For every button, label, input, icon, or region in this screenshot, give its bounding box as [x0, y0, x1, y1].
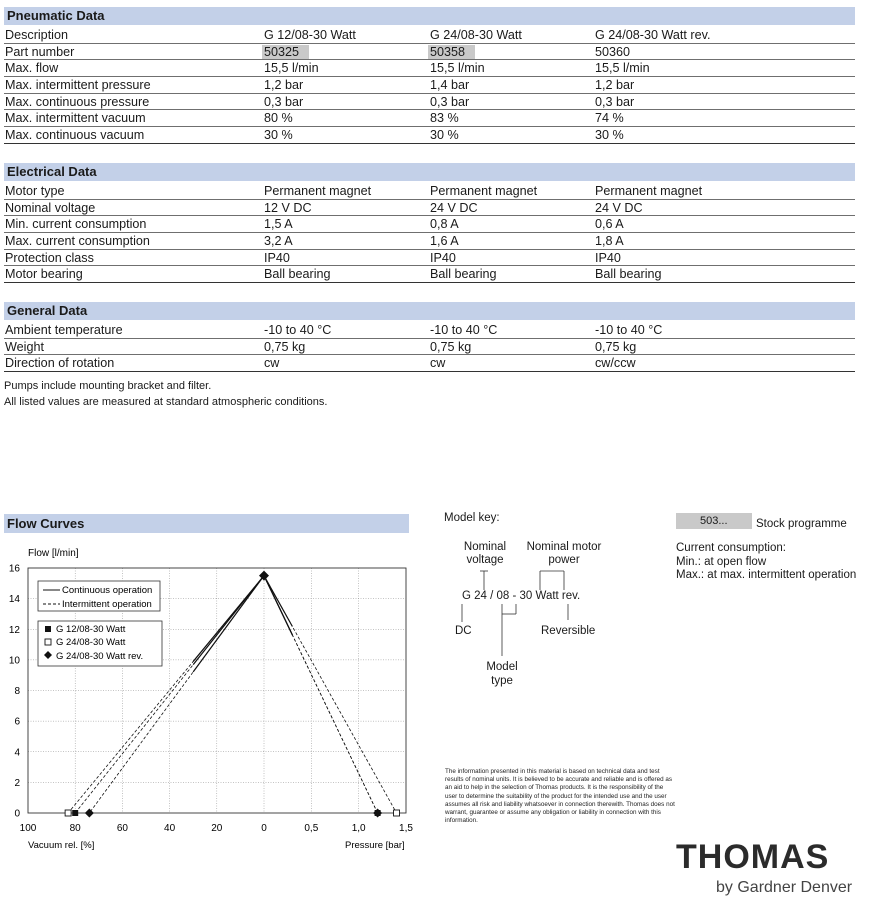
legend-intermittent-label: Intermittent operation	[62, 599, 152, 610]
row-value: Permanent magnet	[595, 184, 703, 198]
row-value: 1,2 bar	[595, 78, 635, 93]
row-value: Permanent magnet	[430, 184, 538, 198]
pneumatic-header: Pneumatic Data	[4, 7, 855, 25]
row-value: cw/ccw	[595, 356, 636, 371]
flow-chart	[0, 535, 440, 855]
x-tick-label: 1,5	[399, 823, 413, 834]
row-value: cw	[264, 356, 280, 371]
row-value: IP40	[264, 250, 290, 265]
continuous-vacuum-curve	[193, 576, 264, 662]
row-value: 15,5 l/min	[595, 61, 650, 76]
row-label: Max. current consumption	[5, 234, 150, 249]
row-value: 30 %	[264, 128, 293, 143]
row-value: -10 to 40 °C	[595, 323, 663, 337]
electrical-table	[4, 183, 855, 283]
row-value: Ball bearing	[264, 267, 331, 282]
y-tick-label: 8	[14, 686, 20, 697]
note-line-1: Pumps include mounting bracket and filter.	[4, 380, 212, 392]
row-label: Max. intermittent vacuum	[5, 111, 146, 126]
row-value: 0,75 kg	[264, 339, 306, 354]
legend-marker-open-square	[45, 639, 51, 645]
table-row	[4, 94, 855, 111]
table-row	[4, 27, 855, 44]
row-value: 30 %	[430, 128, 459, 143]
row-value: 15,5 l/min	[264, 61, 319, 76]
row-value: 1,5 A	[264, 217, 293, 232]
part-number-highlight: 50325	[262, 45, 309, 59]
marker-open-square	[394, 810, 400, 816]
part-number-highlight: 50358	[428, 45, 475, 59]
thomas-logo: THOMAS	[676, 838, 830, 876]
model-key-code: G 24 / 08 - 30 Watt rev.	[462, 590, 581, 602]
row-label: Max. flow	[5, 61, 59, 76]
row-value: Ball bearing	[430, 267, 497, 282]
stock-programme-box: 503...	[676, 513, 752, 529]
continuous-pressure-curve	[264, 576, 292, 635]
row-value: 12 V DC	[264, 200, 312, 215]
row-label: Max. intermittent pressure	[5, 78, 151, 93]
y-tick-label: 2	[14, 777, 20, 789]
stock-programme-label: Stock programme	[756, 518, 847, 530]
row-value: G 24/08-30 Watt	[430, 28, 522, 42]
row-label: Motor bearing	[5, 267, 83, 282]
disclaimer-text: The information presented in this material is based on technical data and test results of nominal units. It is believed to be accurate and reliable and is offered as an aid to help in the selection of Thomas products. It is the responsibility of the user to determine the suitability of the product for the intended use and the user assumes all risk and liability whatsoever in connection therewith. Thomas does not warrant, guarantee or assume any obligation or liability in connection with this information.	[445, 768, 675, 825]
row-value: G 24/08-30 Watt rev.	[595, 28, 711, 42]
marker-diamond	[373, 809, 382, 818]
y-tick-label: 16	[8, 563, 20, 575]
row-value: 0,3 bar	[430, 94, 470, 109]
row-value: -10 to 40 °C	[264, 323, 332, 337]
table-row	[4, 127, 855, 144]
x-tick-label: 100	[19, 823, 37, 834]
row-value: -10 to 40 °C	[430, 323, 498, 337]
row-value: 24 V DC	[595, 200, 643, 215]
row-value: 1,8 A	[595, 234, 624, 249]
legend-continuous-label: Continuous operation	[62, 585, 153, 596]
row-value: 80 %	[264, 111, 293, 126]
model-key-dc: DC	[455, 625, 472, 637]
model-key-connectors	[440, 560, 600, 670]
model-key-nominal-voltage: Nominal voltage	[463, 541, 507, 566]
model-key-reversible: Reversible	[541, 625, 596, 637]
table-row	[4, 183, 855, 200]
row-value: Permanent magnet	[264, 184, 372, 198]
legend-marker-filled-square	[45, 626, 51, 632]
table-row	[4, 322, 855, 339]
table-row	[4, 60, 855, 77]
row-value: 0,8 A	[430, 217, 459, 232]
y-tick-labels	[9, 564, 21, 820]
model-key-model-type: Model type	[486, 661, 518, 687]
row-value: 0,3 bar	[595, 94, 635, 109]
x-tick-label: 60	[116, 823, 128, 834]
row-label: Nominal voltage	[5, 200, 96, 215]
general-header: General Data	[4, 302, 855, 320]
row-value: 0,6 A	[595, 217, 624, 232]
row-label: Protection class	[5, 250, 94, 265]
row-label: Part number	[5, 44, 75, 59]
row-value: 0,75 kg	[430, 339, 472, 354]
current-min: Min.: at open flow	[676, 556, 767, 568]
row-value: 0,75 kg	[595, 339, 637, 354]
current-max: Max.: at max. intermittent operation	[676, 569, 857, 581]
table-row	[4, 200, 855, 217]
row-value: 1,2 bar	[264, 78, 304, 93]
continuous-vacuum-curve	[193, 576, 264, 672]
x-axis-label-vacuum: Vacuum rel. [%]	[28, 840, 95, 851]
table-row	[4, 77, 855, 94]
x-tick-label: 1,0	[351, 823, 366, 834]
row-value: 15,5 l/min	[430, 61, 485, 76]
x-tick-labels	[20, 823, 414, 834]
row-value: Ball bearing	[595, 267, 662, 282]
row-value: 74 %	[595, 111, 624, 126]
model-key-title: Model key:	[444, 512, 500, 524]
row-label: Max. continuous pressure	[5, 94, 150, 109]
legend-g24rev-label: G 24/08-30 Watt rev.	[56, 651, 144, 662]
row-label: Description	[5, 28, 68, 42]
y-tick-label: 4	[14, 747, 20, 759]
x-tick-label: 40	[164, 823, 176, 834]
row-value: 3,2 A	[264, 234, 293, 249]
table-row	[4, 250, 855, 267]
row-value	[264, 44, 309, 61]
x-axis-label-pressure: Pressure [bar]	[345, 840, 405, 851]
x-tick-label: 0	[261, 823, 267, 834]
row-value: 0,3 bar	[264, 94, 304, 109]
row-value: IP40	[595, 250, 621, 265]
marker-diamond	[85, 809, 94, 818]
row-value: G 12/08-30 Watt	[264, 28, 356, 42]
table-row	[4, 110, 855, 127]
row-value: 50360	[595, 44, 631, 59]
marker-filled-square	[72, 810, 78, 816]
y-tick-label: 6	[14, 716, 20, 728]
logo-subtitle: by Gardner Denver	[716, 879, 853, 896]
y-tick-label: 10	[8, 655, 20, 667]
marker-open-square	[65, 810, 71, 816]
row-value: 30 %	[595, 128, 624, 143]
row-value: 1,4 bar	[430, 78, 470, 93]
row-value	[430, 44, 475, 61]
pneumatic-table	[4, 27, 855, 144]
row-value: cw	[430, 356, 446, 371]
row-value: IP40	[430, 250, 456, 265]
table-row	[4, 355, 855, 372]
row-label: Weight	[5, 339, 44, 354]
current-title: Current consumption:	[676, 542, 786, 554]
row-label: Direction of rotation	[5, 356, 115, 371]
x-tick-label: 20	[211, 823, 223, 834]
y-axis-label: Flow [l/min]	[28, 548, 79, 559]
row-value: 83 %	[430, 111, 459, 126]
model-key-nominal-power: Nominal motor power	[526, 541, 602, 566]
general-table	[4, 322, 855, 372]
table-row	[4, 266, 855, 283]
legend-g12-label: G 12/08-30 Watt	[56, 624, 126, 635]
row-label: Min. current consumption	[5, 217, 147, 232]
y-tick-label: 12	[8, 624, 20, 636]
row-label: Max. continuous vacuum	[5, 128, 145, 143]
y-tick-label: 14	[8, 594, 20, 606]
row-label: Ambient temperature	[5, 323, 123, 337]
electrical-header: Electrical Data	[4, 163, 855, 181]
flow-curves-header: Flow Curves	[4, 514, 409, 533]
row-label: Motor type	[5, 184, 65, 198]
x-tick-label: 0,5	[304, 823, 319, 834]
table-row	[4, 233, 855, 250]
x-tick-label: 80	[69, 823, 81, 834]
row-value: 1,6 A	[430, 234, 459, 249]
legend-g24-label: G 24/08-30 Watt	[56, 637, 126, 648]
note-line-2: All listed values are measured at standard atmospheric conditions.	[4, 396, 328, 408]
table-row	[4, 216, 855, 233]
y-tick-label: 0	[14, 808, 20, 820]
table-row	[4, 44, 855, 61]
table-row	[4, 339, 855, 356]
row-value: 24 V DC	[430, 200, 478, 215]
